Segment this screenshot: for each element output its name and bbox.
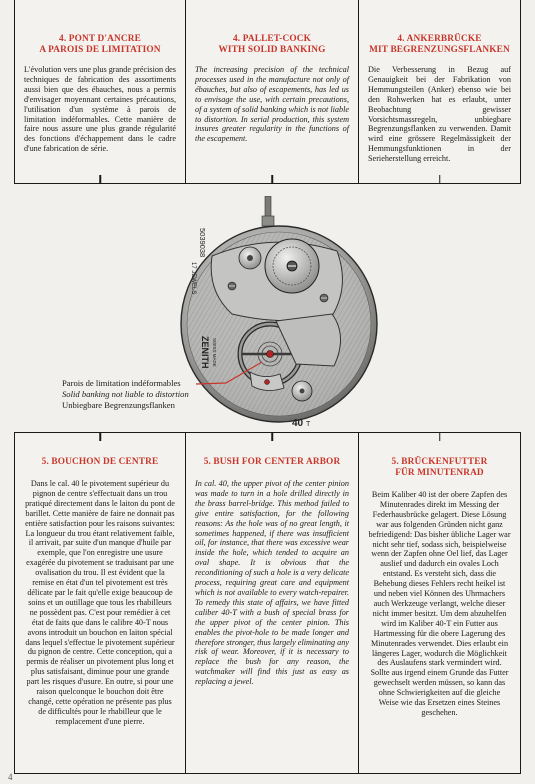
section-text: Die Verbesserung in Bezug auf Genauigkeit bei der Fabrikation von Hemmungsteilen (Anker) ebenso wie bei den Rohwerken hat es erlaubt, unter Beobachtung gewisser Vorsichtsmassregeln, unbiegbare Begrenzungsflanken zu verwenden. Damit wird eine grössere Regelmässigkeit der Hemmungsfunktionen in der Serieherstellung erreicht. (368, 65, 511, 164)
caption-english: Solid banking not liable to distortion (62, 389, 189, 400)
section-5-french (14, 432, 186, 774)
page-number: 4 (8, 772, 13, 782)
caption-german: Unbiegbare Begrenzungsflanken (62, 400, 175, 411)
caliber-engraving: 40 (292, 418, 304, 429)
section-4-german (359, 0, 521, 184)
section-text: Beim Kaliber 40 ist der obere Zapfen des Minutenrades direkt im Messing der Federhausbrücke gelagert. Diese Lösung war aus folgenden Gründen nicht ganz befriedigend: Das bisher übliche Lager war nicht sehr tief, sodass sich, beispielweise wenn der Zapfen ohne Oel lief, das Lager auslief und dadurch ein ovales Loch entstand. Es versteht sich, dass die Behebung dieses Fehlers recht heikel ist und neben viel Können des Uhrmachers auch Werkzeuge verlangt, welche dieser nicht immer besitzt. Um dem abzuhelfen wird im Kaliber 40-T ein Futter aus Hartmessing für die obere Lagerung des Minutenrades verwendet. Dies erlaubt ein längeres Lager, wodurch die Möglichkeit des Auslaufens stark vermindert wird. Sollte aus irgend einem Grunde das Futter gewechselt werden müssen, so kann das ohne Schwierigkeiten auf die gleiche Weise wie das Ersetzen eines Steines geschehen. (368, 490, 511, 717)
made-engraving: SWISS MADE (212, 338, 217, 367)
section-4-english (186, 0, 359, 184)
section-heading: 4. ANKERBRÜCKE MIT BEGRENZUNGSFLANKEN (369, 34, 510, 55)
section-4-french (14, 0, 186, 184)
section-text: The increasing precision of the technical processes used in the manufacture not only of ébauches, but also of escapements, has led us to envisage the use, with certain precautions, of a system of solid banking which is not liable to distortion. In serial production, this system insures greater regularity in the functions of the escapement. (195, 65, 349, 144)
section-text: L'évolution vers une plus grande précision des techniques de fabrication des assortiments aussi bien que des ébauches, nous a permis d'envisager moyennant certaines précautions, l'utilisation d'un système à parois de limitation indéformables. Cette manière de faire nous assure une plus grande régularité des fonctions d'échappement dans le cadre d'une fabrication de série. (24, 65, 176, 154)
section-heading: 5. BOUCHON DE CENTRE (41, 457, 159, 467)
section-5-german (359, 432, 521, 774)
section-text: Dans le cal. 40 le pivotement supérieur du pignon de centre s'effectuait dans un trou pratiqué directement dans le laiton du pont de barillet. Cette manière de faire ne donnait pas entière satisfaction pour les raisons suivantes: La longueur du trou étant relativement faible, il arrivait, par suite d'un manque d'huile par exemple, que l'on enregistre une usure exagérée du pivotement se traduisant par une ovalisation du trou. Il est évident que la remise en état d'un tel pivotement est très délicate par le fait qu'elle exige beaucoup de soins et un outillage que tous les rhabilleurs ne possèdent pas. C'est pour remédier à cet état de faits que dans le calibre 40-T nous avons introduit un bouchon en laiton spécial dans lequel s'effectue le pivotement supérieur du pignon de centre. Cette conception, qui a permis de réaliser un pivotement plus long et plus satisfaisant, diminue pour une grande part les risques d'usure. En outre, si pour une raison quelconque le bouchon doit être changé, cette opération ne présente pas plus de difficultés pour le rhabilleur que le remplacement d'une pierre. (25, 479, 175, 726)
serial-engraving: 5039038 (198, 228, 207, 258)
section-5-english (186, 432, 359, 774)
figure-caption (62, 378, 189, 412)
watch-movement-illustration (172, 196, 386, 436)
caliber-mark: T (306, 421, 311, 428)
section-heading: 4. PALLET-COCK WITH SOLID BANKING (218, 34, 326, 55)
caption-french: Parois de limitation indéformables (62, 378, 181, 388)
section-text: In cal. 40, the upper pivot of the center pinion was made to turn in a hole drilled directly in the brass barrel-bridge. This method failed to give entire satisfaction, for the following reasons: As the hole was of no great length, it sometimes happened, if there was insufficient oil, for instance, that there was excessive wear inside the hole, which tended to acquire an oval shape. It is obvious that the reconditioning of such a hole is a very delicate process, requiring great care and equipment which is not available to every watch-repairer. To remedy this state of affairs, we have fitted caliber 40-T with a bush of special brass for the upper pivot of the center pinion. This enables the pivot-hole to be made longer and therefore stronger, thus largely eliminating any risk of wear. Moreover, if it is necessary to replace the bush for any reason, the watchmaker will find this just as easy as replacing a jewel. (195, 479, 349, 687)
jewels-engraving: 17 JEWELS (190, 262, 196, 295)
section-heading: 5. BUSH FOR CENTER ARBOR (203, 457, 341, 467)
brand-engraving: ZENITH (200, 336, 210, 369)
section-heading: 4. PONT D'ANCRE A PAROIS DE LIMITATION (39, 34, 161, 55)
crown-stem (265, 196, 271, 218)
section-heading: 5. BRÜCKENFUTTER FÜR MINUTENRAD (391, 457, 488, 478)
